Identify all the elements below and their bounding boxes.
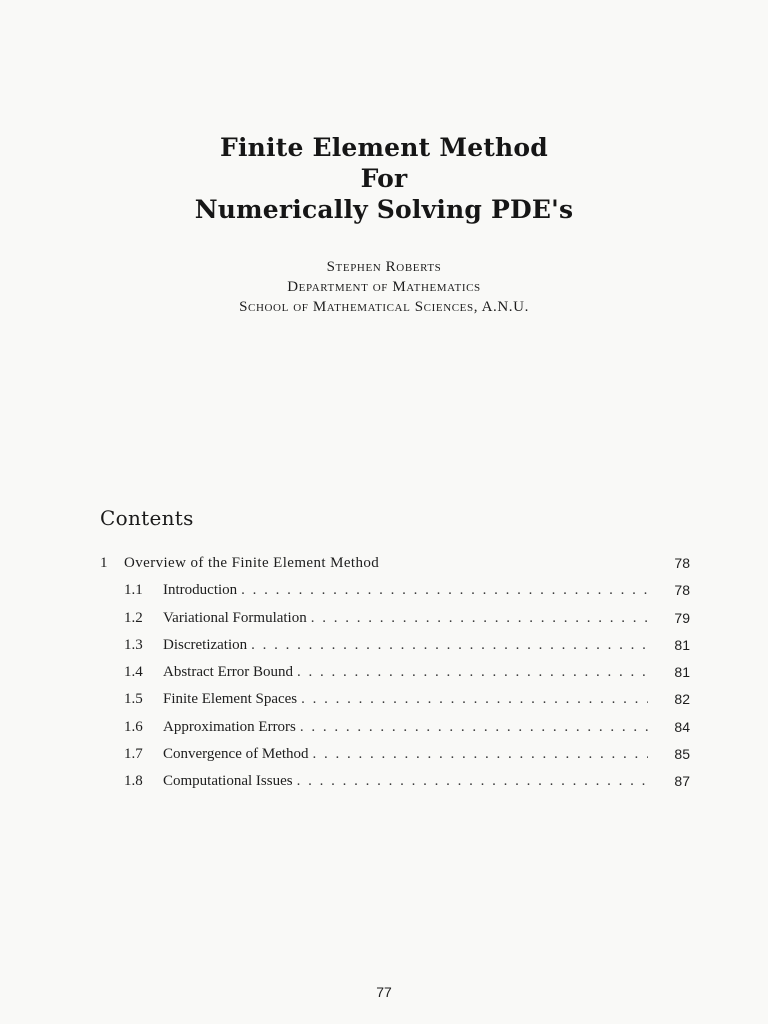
section-page: 78: [674, 555, 690, 571]
subsection-page: 85: [674, 746, 690, 763]
author-block: [0, 257, 768, 317]
subsection-title: Computational Issues: [163, 772, 297, 791]
toc-subsection-row: [100, 609, 690, 636]
subsection-title: Finite Element Spaces: [163, 690, 301, 709]
subsection-title: Convergence of Method: [163, 745, 313, 764]
dot-leader: [297, 663, 648, 682]
dot-leader: [297, 772, 648, 791]
dot-leader: [301, 690, 648, 709]
subsection-number: 1.5: [124, 691, 143, 708]
table-of-contents: [100, 554, 690, 800]
subsection-page: 81: [674, 664, 690, 681]
subsection-title: Introduction: [163, 581, 241, 600]
subsection-number: 1.4: [124, 664, 143, 681]
subsection-number: 1.6: [124, 718, 143, 735]
contents-heading: Contents: [100, 506, 194, 530]
subsection-page: 84: [674, 718, 690, 735]
dot-leader: [241, 581, 648, 600]
author-name: Stephen Roberts: [326, 259, 442, 275]
subsection-page: 78: [674, 582, 690, 599]
toc-subsection-row: [100, 745, 690, 772]
subsection-title: Approximation Errors: [163, 718, 300, 737]
toc-subsection-row: [100, 663, 690, 690]
title-block: [0, 132, 768, 225]
title-line-2: For: [360, 164, 408, 193]
subsection-page: 82: [674, 691, 690, 708]
subsection-page: 87: [674, 773, 690, 790]
page-number: 77: [376, 984, 392, 1000]
subsection-page: 81: [674, 636, 690, 653]
section-title: Overview of the Finite Element Method: [124, 555, 380, 571]
subsection-number: 1.3: [124, 636, 143, 653]
dot-leader: [311, 609, 648, 628]
subsection-page: 79: [674, 609, 690, 626]
section-number: 1: [100, 555, 108, 571]
subsection-title: Variational Formulation: [163, 609, 311, 628]
toc-subsection-row: [100, 718, 690, 745]
subsection-number: 1.8: [124, 773, 143, 790]
toc-section-row: [100, 554, 690, 581]
subsection-number: 1.1: [124, 582, 143, 599]
title-line-3: Numerically Solving PDE's: [194, 195, 574, 224]
title-line-1: Finite Element Method: [220, 133, 548, 162]
author-department: Department of Mathematics: [287, 279, 481, 295]
author-school: School of Mathematical Sciences, A.N.U.: [239, 299, 529, 315]
toc-subsection-row: [100, 772, 690, 799]
subsection-title: Abstract Error Bound: [163, 663, 297, 682]
dot-leader: [300, 718, 648, 737]
toc-subsection-row: [100, 581, 690, 608]
dot-leader: [251, 636, 648, 655]
toc-subsection-row: [100, 690, 690, 717]
subsection-number: 1.7: [124, 746, 143, 763]
subsection-title: Discretization: [163, 636, 251, 655]
subsection-number: 1.2: [124, 609, 143, 626]
dot-leader: [313, 745, 648, 764]
toc-subsection-row: [100, 636, 690, 663]
